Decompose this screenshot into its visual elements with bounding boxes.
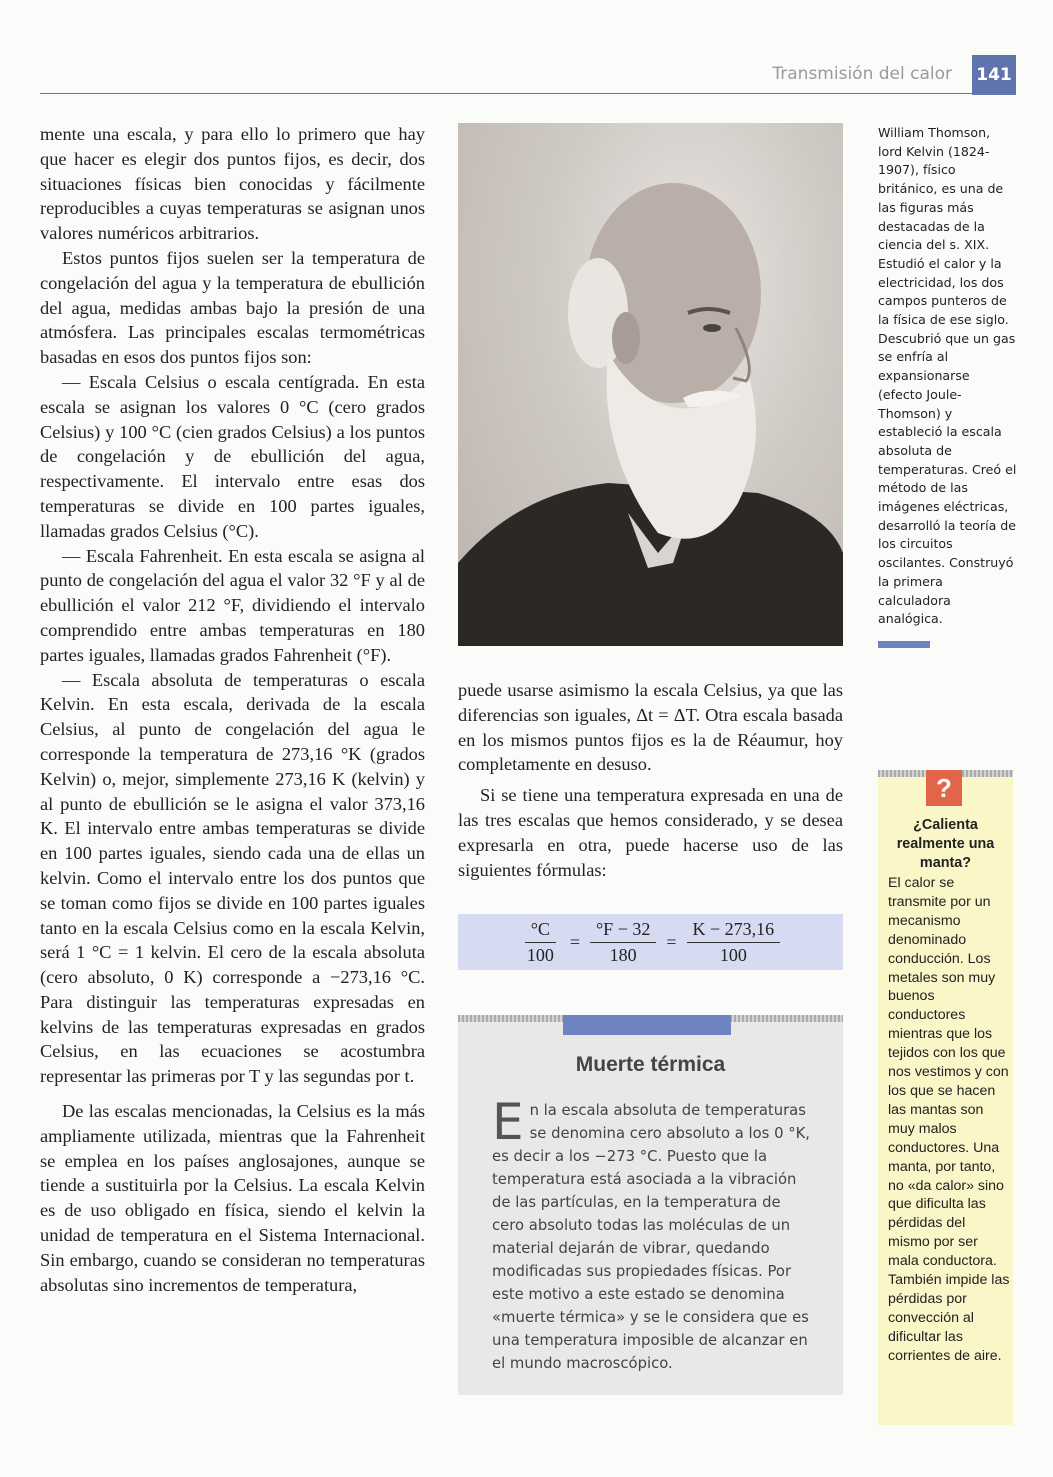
numerator: °C <box>525 919 556 943</box>
photo-caption: William Thomson, lord Kelvin (1824-1907), físico británico, es una de las figuras más destacadas de la ciencia del s. XIX. Estudió el calor y la electricidad, los dos campos punteros de la física de ese siglo. Descubrió que un gas se enfría al expansionarse (efecto Joule-Thomson) y estableció la escala absoluta de temperaturas. Creó el método de las imágenes eléctricas, desarrolló la teoría de los circuitos oscilantes. Construyó la primera calculadora analógica. <box>878 125 1017 627</box>
paragraph: mente una escala, y para ello lo primero que hay que hacer es elegir dos puntos fijos, es decir, dos situaciones físicas bien conocidas y fácilmente reproducibles a cuyas temperaturas se asignan unos valores numéricos arbitrarios. <box>40 124 425 244</box>
sidebar-body: El calor se transmite por un mecanismo denominado conducción. Los metales son muy buenos conductores mientras que los tejidos con los que nos vestimos y con los que se hacen las mantas son muy malos conductores. Una manta, por tanto, no «da calor» sino que dificulta las pérdidas del mismo por ser mala conductora. También impide las pérdidas por convección al dificultar las corrientes de aire. <box>888 875 1010 1364</box>
fraction-fahrenheit <box>590 919 656 966</box>
paragraph-celsius: — Escala Celsius o escala centígrada. En esta escala se asignan los valores 0 °C (cero grados Celsius) y 100 °C (cien grados Celsius) a los puntos de congelación y de ebullición del agua, respectivamente. El intervalo entre esas dos temperaturas se divide en 100 partes iguales, llamadas grados Celsius (°C). <box>40 371 425 541</box>
header-rule <box>40 93 1015 94</box>
paragraph-fahrenheit: — Escala Fahrenheit. En esta escala se asigna al punto de congelación del agua el valor 32 °F y al de ebullición el valor 212 °F, dividiendo el intervalo comprendido entre ambas temperaturas en 180 partes iguales, llamadas grados Fahrenheit (°F). <box>40 545 425 665</box>
paragraph: Si se tiene una temperatura expresada en una de las tres escalas que hemos considerado, y se desea expresarla en otra, puede hacerse uso de las siguientes fórmulas: <box>458 785 843 880</box>
paragraph: puede usarse asimismo la escala Celsius, ya que las diferencias son iguales, Δt = ΔT. Otra escala basada en los mismos puntos fijos es la de Réaumur, hoy completamente en desuso. <box>458 680 843 775</box>
box-body <box>492 1093 812 1375</box>
paragraph-kelvin: — Escala absoluta de temperaturas o escala Kelvin. En esta escala, derivada de la escala Celsius, al punto de congelación del agua le corresponde la temperatura de 273,16 °K (grados Kelvin) o, mejor, simplemente 273,16 K (kelvin) y al punto de ebullición se le asigna el valor 373,16 K. El intervalo entre ambas temperaturas se divide en 100 partes iguales, siendo cada una de ellas un kelvin. Como el intervalo entre los dos puntos que se toman como fijos se divide en 100 partes iguales tanto en la escala Celsius como en la escala Kelvin, será 1 °C = 1 kelvin. El cero de la escala absoluta (cero absoluto, 0 K) corresponde a −273,16 °C. Para distinguir las temperaturas expresadas en kelvins de las temperaturas expresadas en grados Celsius, en las ecuaciones se acostumbra representar las primeras por T y las segundas por t. <box>40 669 425 1087</box>
box-title: Muerte térmica <box>575 1053 726 1076</box>
fraction-celsius <box>521 919 560 966</box>
middle-column <box>458 678 843 882</box>
box-text: n la escala absoluta de temperaturas se denomina cero absoluto a los 0 °K, es decir a los −273 °C. Puesto que la temperatura está asociada a la vibración de las partículas, en la temperatura de cero absoluto todas las moléculas de un material dejarán de vibrar, quedando modificadas sus propiedades físicas. Por este motivo a este estado se denomina «muerte térmica» y se le considera que es una temperatura imposible de alcanzar en el mundo macroscópico. <box>492 1102 811 1372</box>
conversion-formula <box>458 914 843 970</box>
portrait-photo <box>458 123 843 646</box>
denominator: 100 <box>719 944 747 965</box>
dropcap: E <box>492 1093 524 1151</box>
sidebar-title: ¿Calienta realmente una manta? <box>896 817 995 871</box>
numerator: °F − 32 <box>590 919 656 943</box>
caption-accent-bar <box>878 641 930 648</box>
numerator: K − 273,16 <box>687 919 781 943</box>
fraction-kelvin <box>687 919 781 966</box>
page-number: 141 <box>972 55 1016 95</box>
equals-sign: = <box>569 931 580 952</box>
box-accent-tab <box>563 1015 731 1035</box>
paragraph: De las escalas mencionadas, la Celsius es la más ampliamente utilizada, mientras que la Fahrenheit se emplea en los países anglosajones, aunque se tiende a sustituirla por la Celsius. La escala Kelvin es de uso obligado en física, siendo el kelvin la unidad de temperatura en el Sistema Internacional. Sin embargo, cuando se consideran no temperaturas absolutas sino incrementos de temperatura, <box>40 1101 425 1295</box>
denominator: 100 <box>526 944 554 965</box>
portrait-illustration <box>458 123 843 646</box>
thermal-death-box <box>458 1015 843 1395</box>
question-sidebar <box>878 770 1013 1425</box>
question-mark-icon: ? <box>926 770 962 806</box>
denominator: 180 <box>609 944 637 965</box>
left-column <box>40 122 425 1297</box>
equals-sign: = <box>666 931 677 952</box>
paragraph: Estos puntos fijos suelen ser la temperatura de congelación del agua y la temperatura de ebullición del agua, medidas ambas bajo la presión de una atmósfera. Las principales escalas termométricas basadas en esos dos puntos fijos son: <box>40 247 425 368</box>
running-header: Transmisión del calor <box>772 64 952 84</box>
